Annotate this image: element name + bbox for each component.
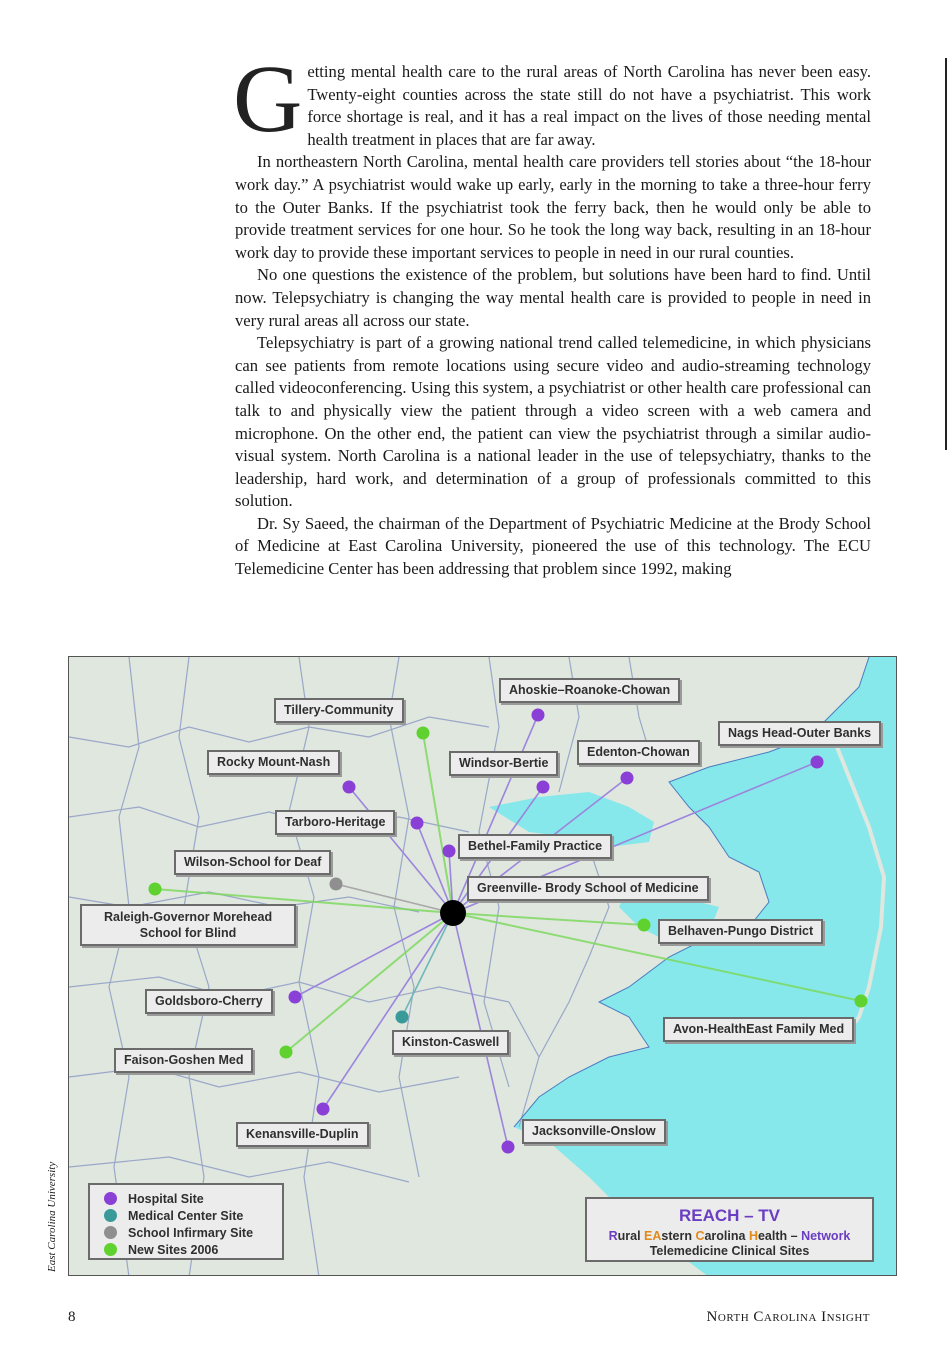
- school-dot-icon: [104, 1226, 117, 1239]
- label-windsor: Windsor-Bertie: [449, 751, 558, 776]
- label-jacksonville: Jacksonville-Onslow: [522, 1119, 666, 1144]
- label-raleigh-line1: Raleigh-Governor Morehead: [104, 910, 273, 924]
- subtitle-ealth: ealth –: [757, 1229, 802, 1243]
- paragraph-1: [233, 45, 871, 152]
- label-raleigh: [80, 904, 296, 946]
- legend-row-new: [104, 1241, 282, 1258]
- subtitle-stern: stern: [661, 1229, 696, 1243]
- publication-name: North Carolina Insight: [706, 1309, 870, 1325]
- paragraph-1-text: etting mental health care to the rural areas of North Carolina has never been easy. Twenty-eight counties across the state still do not have a psychiatrist. This work force shortage is real, and it has a real impact on the lives of those needing mental health treatment in places that are far away.: [307, 62, 871, 149]
- legend-label-school: School Infirmary Site: [128, 1225, 254, 1240]
- ahoskie-marker: [532, 709, 545, 722]
- medical-dot-icon: [104, 1209, 117, 1222]
- label-bethel: Bethel-Family Practice: [458, 834, 612, 859]
- belhaven-marker: [638, 919, 651, 932]
- label-rocky-mount: Rocky Mount-Nash: [207, 750, 340, 775]
- bethel-marker: [443, 845, 456, 858]
- paragraph-4: Telepsychiatry is part of a growing national trend called telemedicine, in which physicians can see patients from remote locations using secure video and audio-streaming technology called videoconferencing. Using this system, a psychiatrist or other health care professional can talk to and physically view the patient through a video screen with a web camera and microphone. On the other end, the patient can view the psychiatrist through a similar audio-visual system. North Carolina is a national leader in the use of telepsychiatry, thanks to the leadership, hard work, and determination of a group of professionals committed to this solution.: [235, 333, 871, 511]
- paragraph-3: No one questions the existence of the problem, but solutions have been hard to find. Until now. Telepsychiatry is changing the way mental health care is provided to people in need in very rural areas all across our state.: [235, 265, 871, 330]
- label-edenton: Edenton-Chowan: [577, 740, 700, 765]
- new-site-dot-icon: [104, 1243, 117, 1256]
- reach-tv-map-figure: [68, 656, 897, 1276]
- map-title-line3: Telemedicine Clinical Sites: [649, 1244, 810, 1258]
- wilson-marker: [330, 878, 343, 891]
- map-subtitle: [587, 1229, 872, 1243]
- legend-label-hospital: Hospital Site: [128, 1191, 204, 1206]
- windsor-marker: [537, 781, 550, 794]
- label-nags-head: Nags Head-Outer Banks: [718, 721, 881, 746]
- legend-row-school: [104, 1224, 282, 1241]
- greenville-hub-marker: [440, 900, 466, 926]
- faison-marker: [280, 1046, 293, 1059]
- map-title-box: [585, 1197, 874, 1262]
- raleigh-marker: [149, 883, 162, 896]
- label-raleigh-line2: School for Blind: [139, 926, 237, 940]
- avon-marker: [855, 995, 868, 1008]
- paragraph-2: In northeastern North Carolina, mental health care providers tell stories about “the 18-hour work day.” A psychiatrist would wake up early, early in the morning to take a three-hour ferry to the Outer Banks. If the psychiatrist took the ferry back, then he would only be able to provide treatment services for one hour. So he took the long way back, resulting in an 18-hour work day to provide these important services to people in need in our rural counties.: [235, 152, 871, 262]
- right-margin-rule: [945, 58, 947, 450]
- subtitle-ea: EA: [644, 1229, 662, 1243]
- label-kinston: Kinston-Caswell: [392, 1030, 509, 1055]
- subtitle-r: R: [608, 1229, 618, 1243]
- kenansville-marker: [317, 1103, 330, 1116]
- label-goldsboro: Goldsboro-Cherry: [145, 989, 273, 1014]
- label-wilson: Wilson-School for Deaf: [174, 850, 331, 875]
- hospital-dot-icon: [104, 1192, 117, 1205]
- map-title: REACH – TV: [678, 1206, 781, 1225]
- tillery-marker: [417, 727, 430, 740]
- rocky-mount-marker: [343, 781, 356, 794]
- tarboro-marker: [411, 817, 424, 830]
- label-ahoskie: Ahoskie–Roanoke-Chowan: [499, 678, 680, 703]
- paragraph-5: Dr. Sy Saeed, the chairman of the Department of Psychiatric Medicine at the Brody School of Medicine at East Carolina University, pioneered the use of this technology. The ECU Telemedicine Center has been addressing that problem since 1992, making: [235, 513, 871, 579]
- map-legend: [88, 1183, 284, 1260]
- label-greenville-hub: Greenville- Brody School of Medicine: [467, 876, 709, 901]
- drop-cap: G: [233, 45, 303, 152]
- legend-row-medical: [104, 1207, 282, 1224]
- subtitle-ural: ural: [617, 1229, 645, 1243]
- label-faison: Faison-Goshen Med: [114, 1048, 253, 1073]
- kinston-marker: [396, 1011, 409, 1024]
- page-number: 8: [68, 1309, 76, 1325]
- label-kenansville: Kenansville-Duplin: [236, 1122, 369, 1147]
- legend-label-new: New Sites 2006: [128, 1242, 219, 1257]
- edenton-marker: [621, 772, 634, 785]
- photo-credit: East Carolina University: [46, 1161, 58, 1272]
- article-body: [233, 45, 871, 581]
- subtitle-c: C: [695, 1229, 705, 1243]
- label-belhaven: Belhaven-Pungo District: [658, 919, 823, 944]
- jacksonville-marker: [502, 1141, 515, 1154]
- subtitle-h: H: [748, 1229, 758, 1243]
- nags-head-marker: [811, 756, 824, 769]
- goldsboro-marker: [289, 991, 302, 1004]
- label-tillery: Tillery-Community: [274, 698, 404, 723]
- legend-row-hospital: [104, 1190, 282, 1207]
- subtitle-arolina: arolina: [704, 1229, 749, 1243]
- subtitle-network: Network: [801, 1229, 851, 1243]
- label-avon: Avon-HealthEast Family Med: [663, 1017, 854, 1042]
- label-tarboro: Tarboro-Heritage: [275, 810, 395, 835]
- legend-label-medical: Medical Center Site: [128, 1208, 244, 1223]
